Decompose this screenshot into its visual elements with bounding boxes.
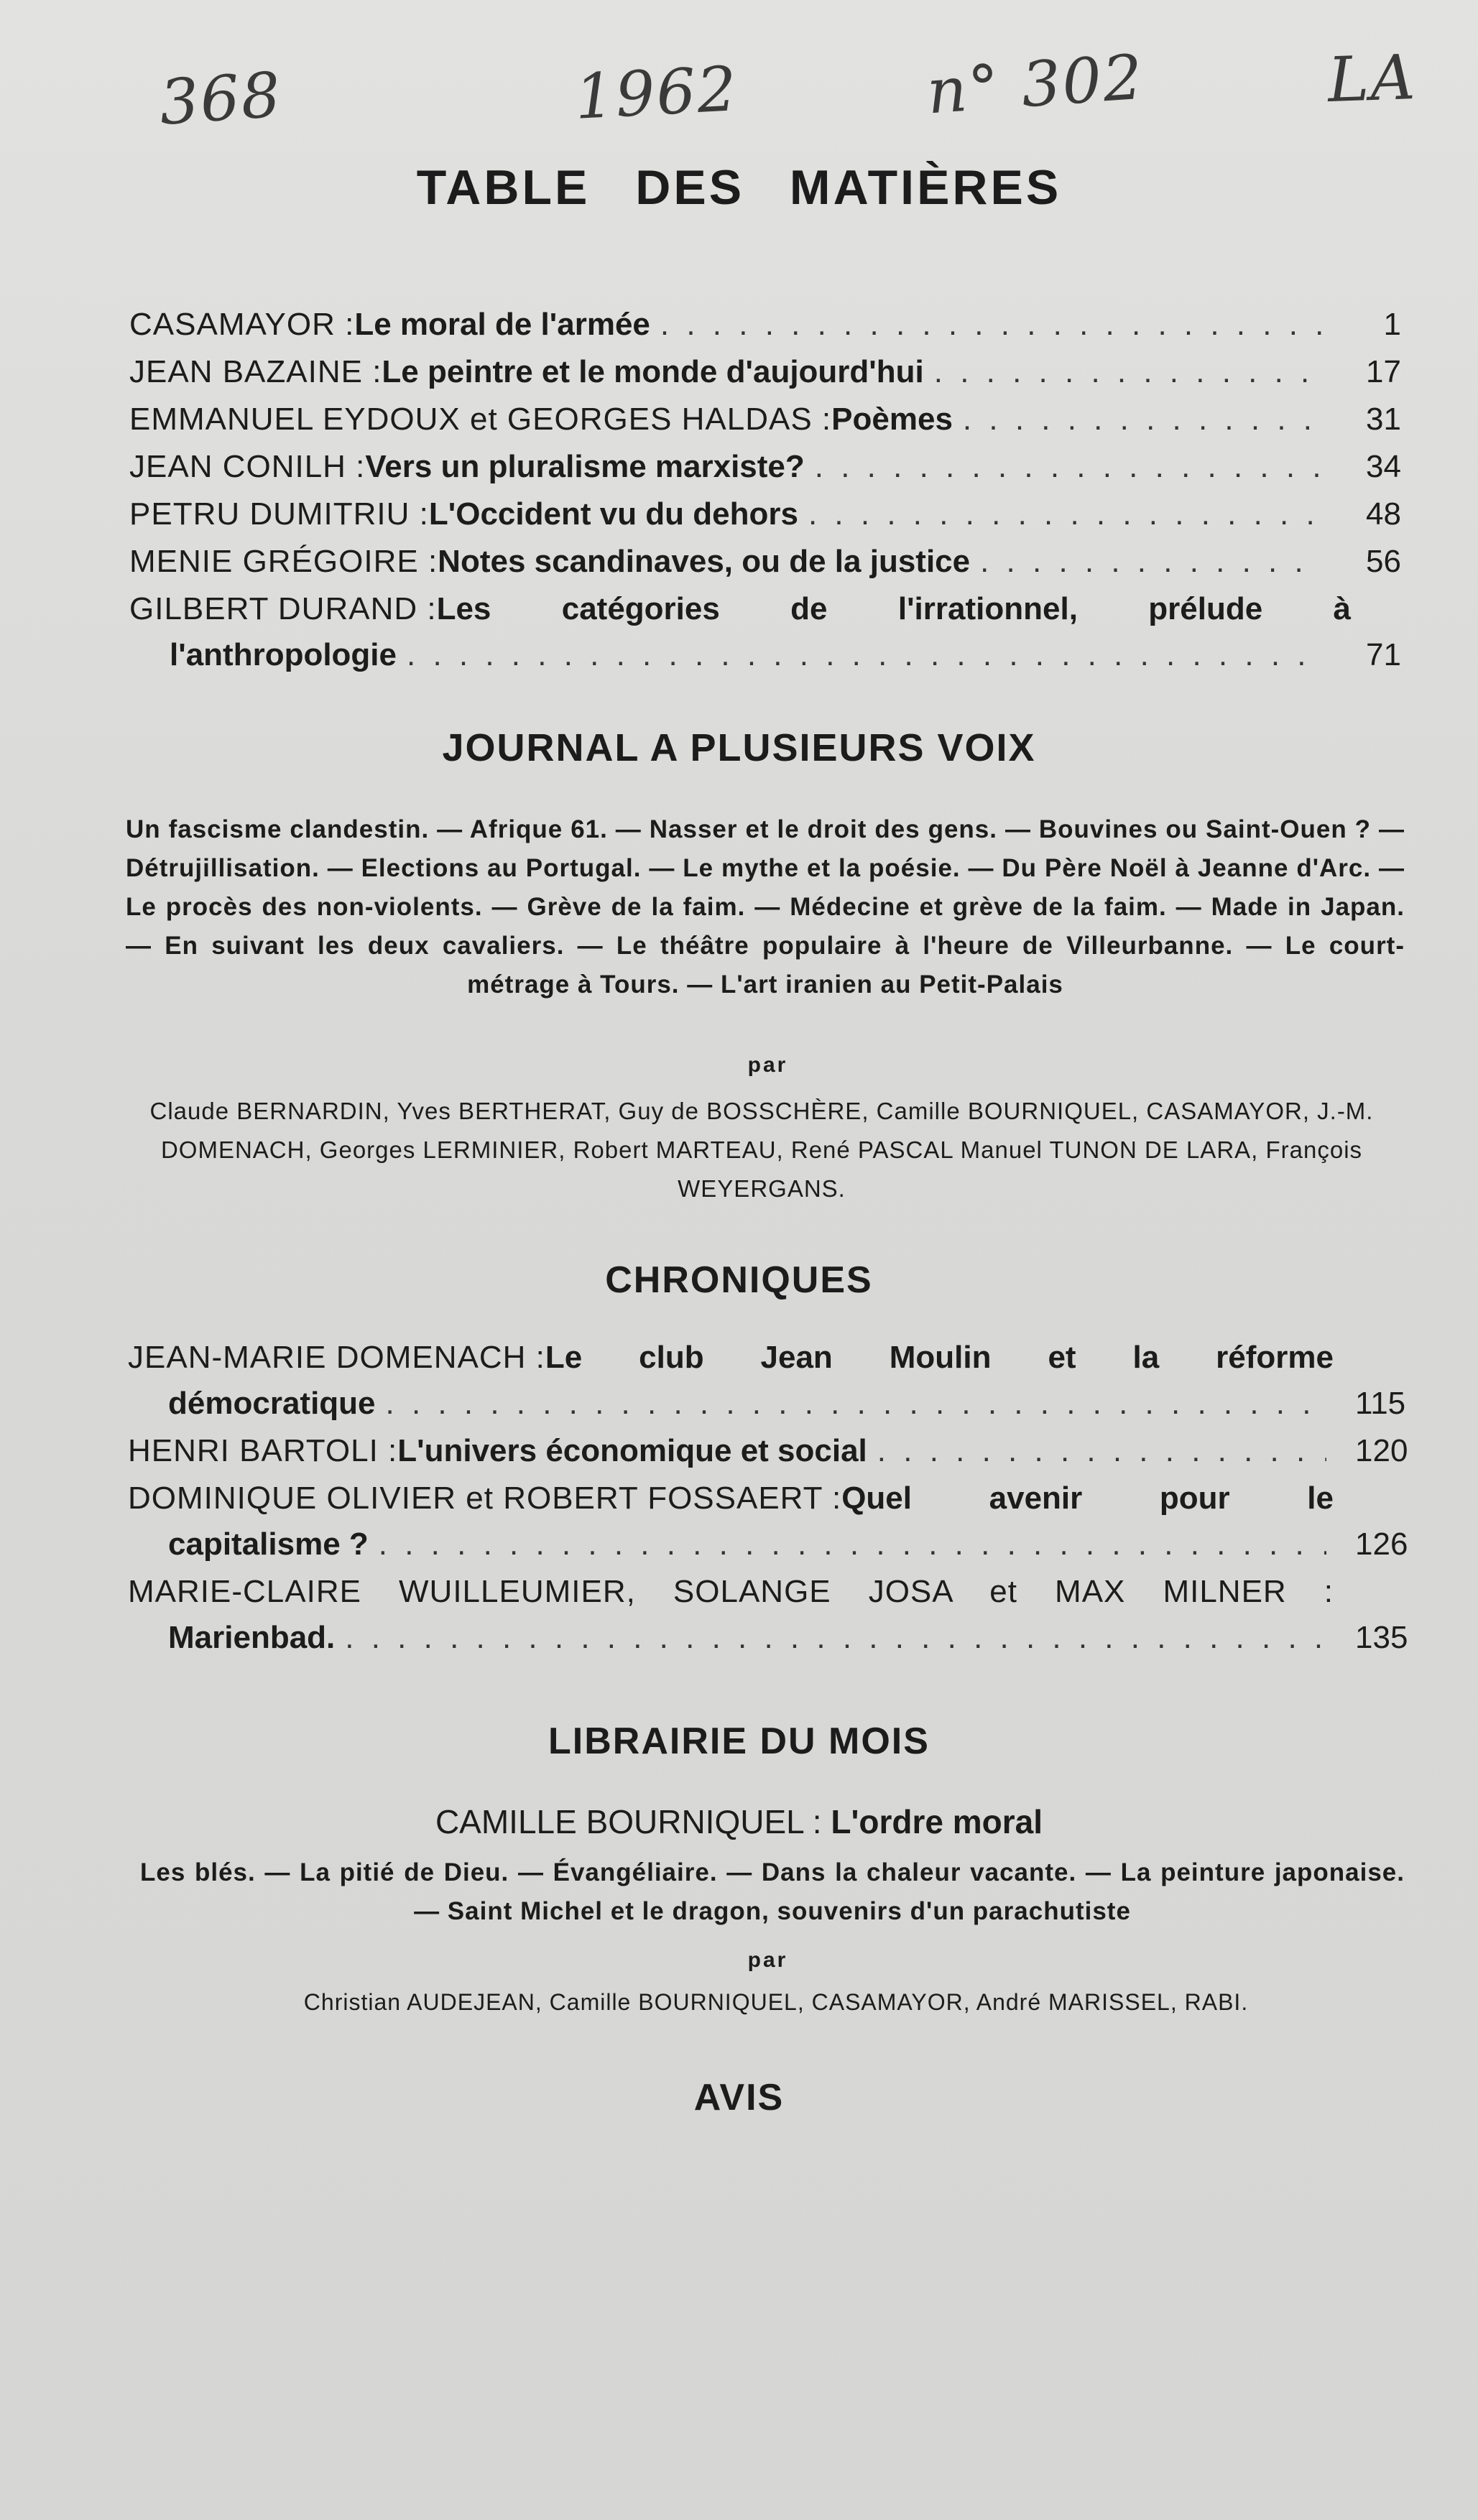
entry-author: HENRI BARTOLI : <box>128 1433 398 1468</box>
handwritten-note-la: LA <box>1326 41 1418 117</box>
entry-page: 34 <box>1366 449 1401 484</box>
entry-title: Vers un pluralisme marxiste? <box>365 449 805 484</box>
entry-title: Notes scandinaves, ou de la justice <box>438 544 971 579</box>
entry-author: CASAMAYOR : <box>129 307 355 342</box>
entry-page: 1 <box>1383 307 1401 342</box>
handwritten-note-year: 1962 <box>573 53 740 134</box>
toc-entry <box>129 397 1401 443</box>
entry-title: L'Occident vu du dehors <box>428 496 798 532</box>
entry-author: JEAN-MARIE DOMENACH : <box>128 1340 545 1375</box>
toc-entry <box>129 539 1401 585</box>
entry-author: GILBERT DURAND : <box>129 591 437 626</box>
dot-leader <box>808 491 1322 537</box>
librairie-contributors: Christian AUDEJEAN, Camille BOURNIQUEL, CASAMAYOR, André MARISSEL, RABI. <box>303 1989 1249 2015</box>
entry-page: 48 <box>1366 496 1401 532</box>
journal-topics: Un fascisme clandestin. — Afrique 61. — Nasser et le droit des gens. — Bouvines ou Saint-Ouen ? — Détrujillisation. — Elections au Portugal. — Le mythe et la poésie. — Du Père Noël à Jeanne d'Arc. — Le procès des non-violents. — Grève de la faim. — Médecine et grève de la faim. — Made in Japan. — En suivant les deux cavaliers. — Le théâtre populaire à l'heure de Villeurbanne. — Le court-métrage à Tours. — L'art iranien au Petit-Palais <box>126 815 1405 999</box>
entry-title-continued: l'anthropologie <box>170 637 397 672</box>
toc-list <box>129 302 1401 680</box>
entry-page: 56 <box>1366 544 1401 579</box>
entry-author: JEAN BAZAINE : <box>129 354 382 389</box>
dot-leader <box>379 1521 1326 1567</box>
entry-author: MENIE GRÉGOIRE : <box>129 544 438 579</box>
page-title: TABLE DES MATIÈRES <box>416 160 1062 215</box>
toc-entry <box>129 302 1401 348</box>
entry-title: L'univers économique et social <box>397 1433 867 1468</box>
dot-leader <box>963 397 1322 443</box>
entry-page: 135 <box>1355 1620 1408 1655</box>
dot-leader <box>980 539 1322 585</box>
entry-author: PETRU DUMITRIU : <box>129 496 429 532</box>
entry-title: Le club Jean Moulin et la réforme <box>545 1340 1334 1375</box>
entry-title: Le moral de l'armée <box>354 307 650 342</box>
feature-author: CAMILLE BOURNIQUEL : <box>435 1803 831 1840</box>
toc-entry <box>129 586 1401 678</box>
toc-entry <box>129 444 1401 490</box>
dot-leader <box>934 349 1322 395</box>
dot-leader <box>660 302 1322 348</box>
librairie-feature <box>0 1800 1478 1843</box>
section-heading-journal: JOURNAL A PLUSIEURS VOIX <box>442 726 1036 769</box>
entry-title: Quel avenir pour le <box>841 1481 1334 1516</box>
section-heading-chroniques: CHRONIQUES <box>605 1259 873 1301</box>
handwritten-note-issue: n° 302 <box>924 41 1146 129</box>
entry-page: 126 <box>1355 1527 1408 1562</box>
entry-title-continued: Marienbad. <box>168 1620 336 1655</box>
dot-leader <box>407 632 1322 678</box>
chronique-entry <box>128 1335 1405 1427</box>
dot-leader <box>386 1381 1326 1427</box>
section-heading-librairie: LIBRAIRIE DU MOIS <box>548 1720 930 1762</box>
toc-entry <box>129 491 1401 537</box>
entry-title: Poèmes <box>831 402 953 437</box>
journal-contributors: Claude BERNARDIN, Yves BERTHERAT, Guy de BOSSCHÈRE, Camille BOURNIQUEL, CASAMAYOR, J.-M. DOMENACH, Georges LERMINIER, Robert MARTEAU, René PASCAL Manuel TUNON DE LARA, François WEYERGANS. <box>149 1098 1374 1202</box>
chronique-entry <box>128 1428 1408 1474</box>
entry-title: Les catégories de l'irrationnel, prélude à <box>436 591 1351 626</box>
dot-leader <box>815 444 1322 490</box>
entry-page: 120 <box>1355 1433 1408 1468</box>
feature-title: L'ordre moral <box>831 1803 1043 1840</box>
entry-page: 17 <box>1366 354 1401 389</box>
dot-leader <box>877 1428 1326 1474</box>
chronique-entry <box>128 1569 1408 1661</box>
journal-par: par <box>747 1053 788 1077</box>
entry-author: JEAN CONILH : <box>129 449 366 484</box>
entry-author: DOMINIQUE OLIVIER et ROBERT FOSSAERT : <box>128 1481 842 1516</box>
entry-page: 71 <box>1366 637 1401 672</box>
entry-page: 115 <box>1355 1386 1406 1421</box>
entry-author: MARIE-CLAIRE WUILLEUMIER, SOLANGE JOSA et MAX MILNER : <box>128 1574 1334 1609</box>
toc-entry <box>129 349 1401 395</box>
handwritten-note-368: 368 <box>157 59 285 139</box>
dot-leader <box>345 1615 1326 1661</box>
librairie-par: par <box>747 1948 788 1972</box>
entry-title-continued: capitalisme ? <box>168 1527 369 1562</box>
librairie-topics: Les blés. — La pitié de Dieu. — Évangéliaire. — Dans la chaleur vacante. — La peinture japonaise. — Saint Michel et le dragon, souvenirs d'un parachutiste <box>140 1858 1405 1925</box>
entry-title: Le peintre et le monde d'aujourd'hui <box>382 354 924 389</box>
chronique-entry <box>128 1476 1408 1567</box>
chroniques-list <box>128 1335 1408 1662</box>
section-heading-avis: AVIS <box>693 2077 785 2118</box>
entry-page: 31 <box>1366 402 1401 437</box>
entry-author: EMMANUEL EYDOUX et GEORGES HALDAS : <box>129 402 832 437</box>
entry-title-continued: démocratique <box>168 1386 376 1421</box>
